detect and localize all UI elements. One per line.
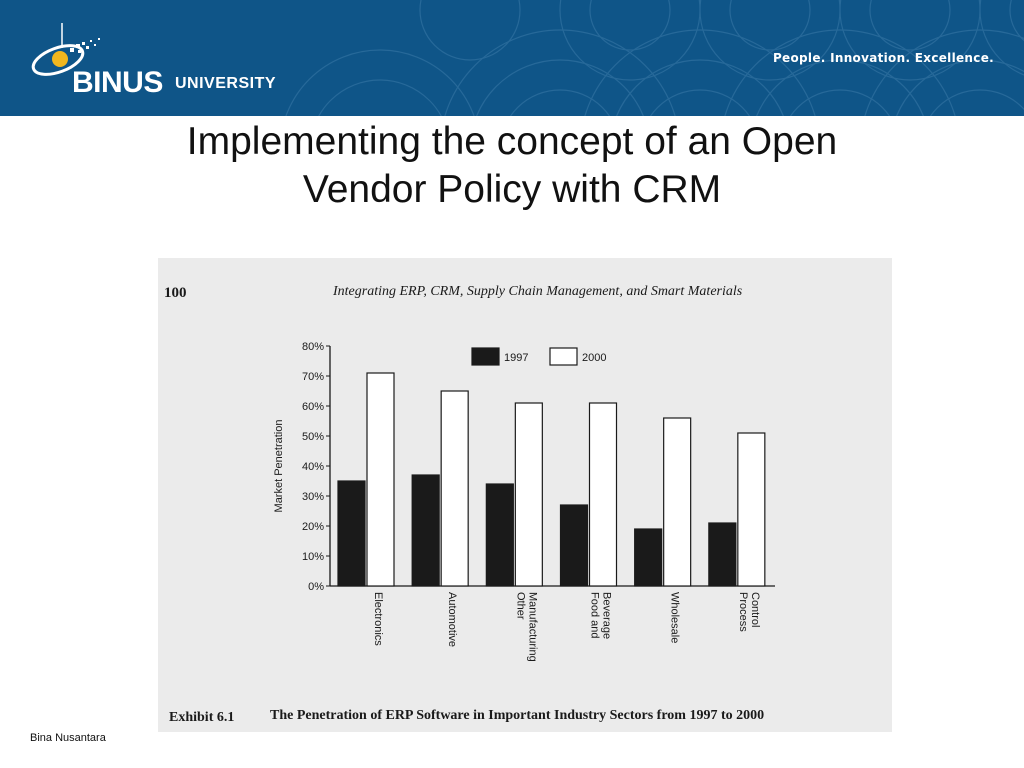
erp-penetration-chart: [158, 258, 892, 732]
x-category-label: Food and: [588, 592, 601, 639]
bar-2000-2: [515, 403, 542, 586]
bar-2000-0: [367, 373, 394, 586]
bar-1997-2: [486, 484, 513, 586]
bar-1997-5: [709, 523, 736, 586]
x-category-label: Other: [514, 592, 527, 620]
bar-2000-1: [441, 391, 468, 586]
x-category-label: Beverage: [600, 592, 613, 640]
binus-logo: [20, 18, 310, 108]
slide-title-line-2: Vendor Policy with CRM: [302, 168, 722, 211]
y-tick-label: 60%: [301, 401, 324, 413]
slide-title-line-1: Implementing the concept of an Open: [186, 120, 838, 163]
bar-1997-0: [338, 481, 365, 586]
legend-label-2000: 2000: [582, 352, 607, 364]
y-tick-label: 80%: [301, 341, 324, 353]
exhibit-label: Exhibit 6.1: [169, 710, 235, 725]
legend-label-1997: 1997: [504, 352, 529, 364]
y-tick-label: 40%: [301, 461, 324, 473]
bar-2000-4: [664, 418, 691, 586]
running-head: Integrating ERP, CRM, Supply Chain Management, and Smart Materials: [333, 284, 743, 299]
legend-swatch-2000: [550, 348, 577, 365]
x-category-label: Wholesale: [668, 592, 681, 644]
slide-title: [100, 118, 924, 214]
header-banner: [0, 0, 1024, 116]
y-tick-label: 10%: [301, 551, 324, 563]
x-category-label: Automotive: [446, 592, 459, 648]
legend-swatch-1997: [472, 348, 499, 365]
x-category-label: Process: [736, 592, 749, 632]
bar-2000-5: [738, 433, 765, 586]
bar-1997-1: [412, 475, 439, 586]
scanned-book-page: [158, 258, 892, 732]
y-tick-label: 70%: [301, 371, 324, 383]
y-tick-label: 50%: [301, 431, 324, 443]
tagline: People. Innovation. Excellence.: [772, 51, 994, 65]
y-tick-label: 30%: [301, 491, 324, 503]
chart-ylabel: Market Penetration: [273, 419, 285, 513]
page-number: 100: [164, 285, 187, 301]
bar-1997-3: [561, 505, 588, 586]
exhibit-caption: The Penetration of ERP Software in Important Industry Sectors from 1997 to 2000: [270, 708, 765, 723]
x-category-label: Manufacturing: [526, 592, 539, 662]
y-tick-label: 20%: [301, 521, 324, 533]
x-category-label: Control: [748, 592, 761, 628]
footer-author: Bina Nusantara: [30, 732, 106, 744]
y-tick-label: 0%: [308, 581, 324, 593]
bar-1997-4: [635, 529, 662, 586]
logo-subtext: UNIVERSITY: [175, 75, 277, 92]
logo-wordmark: BINUS: [72, 66, 163, 99]
bar-2000-3: [590, 403, 617, 586]
x-category-label: Electronics: [372, 592, 384, 646]
